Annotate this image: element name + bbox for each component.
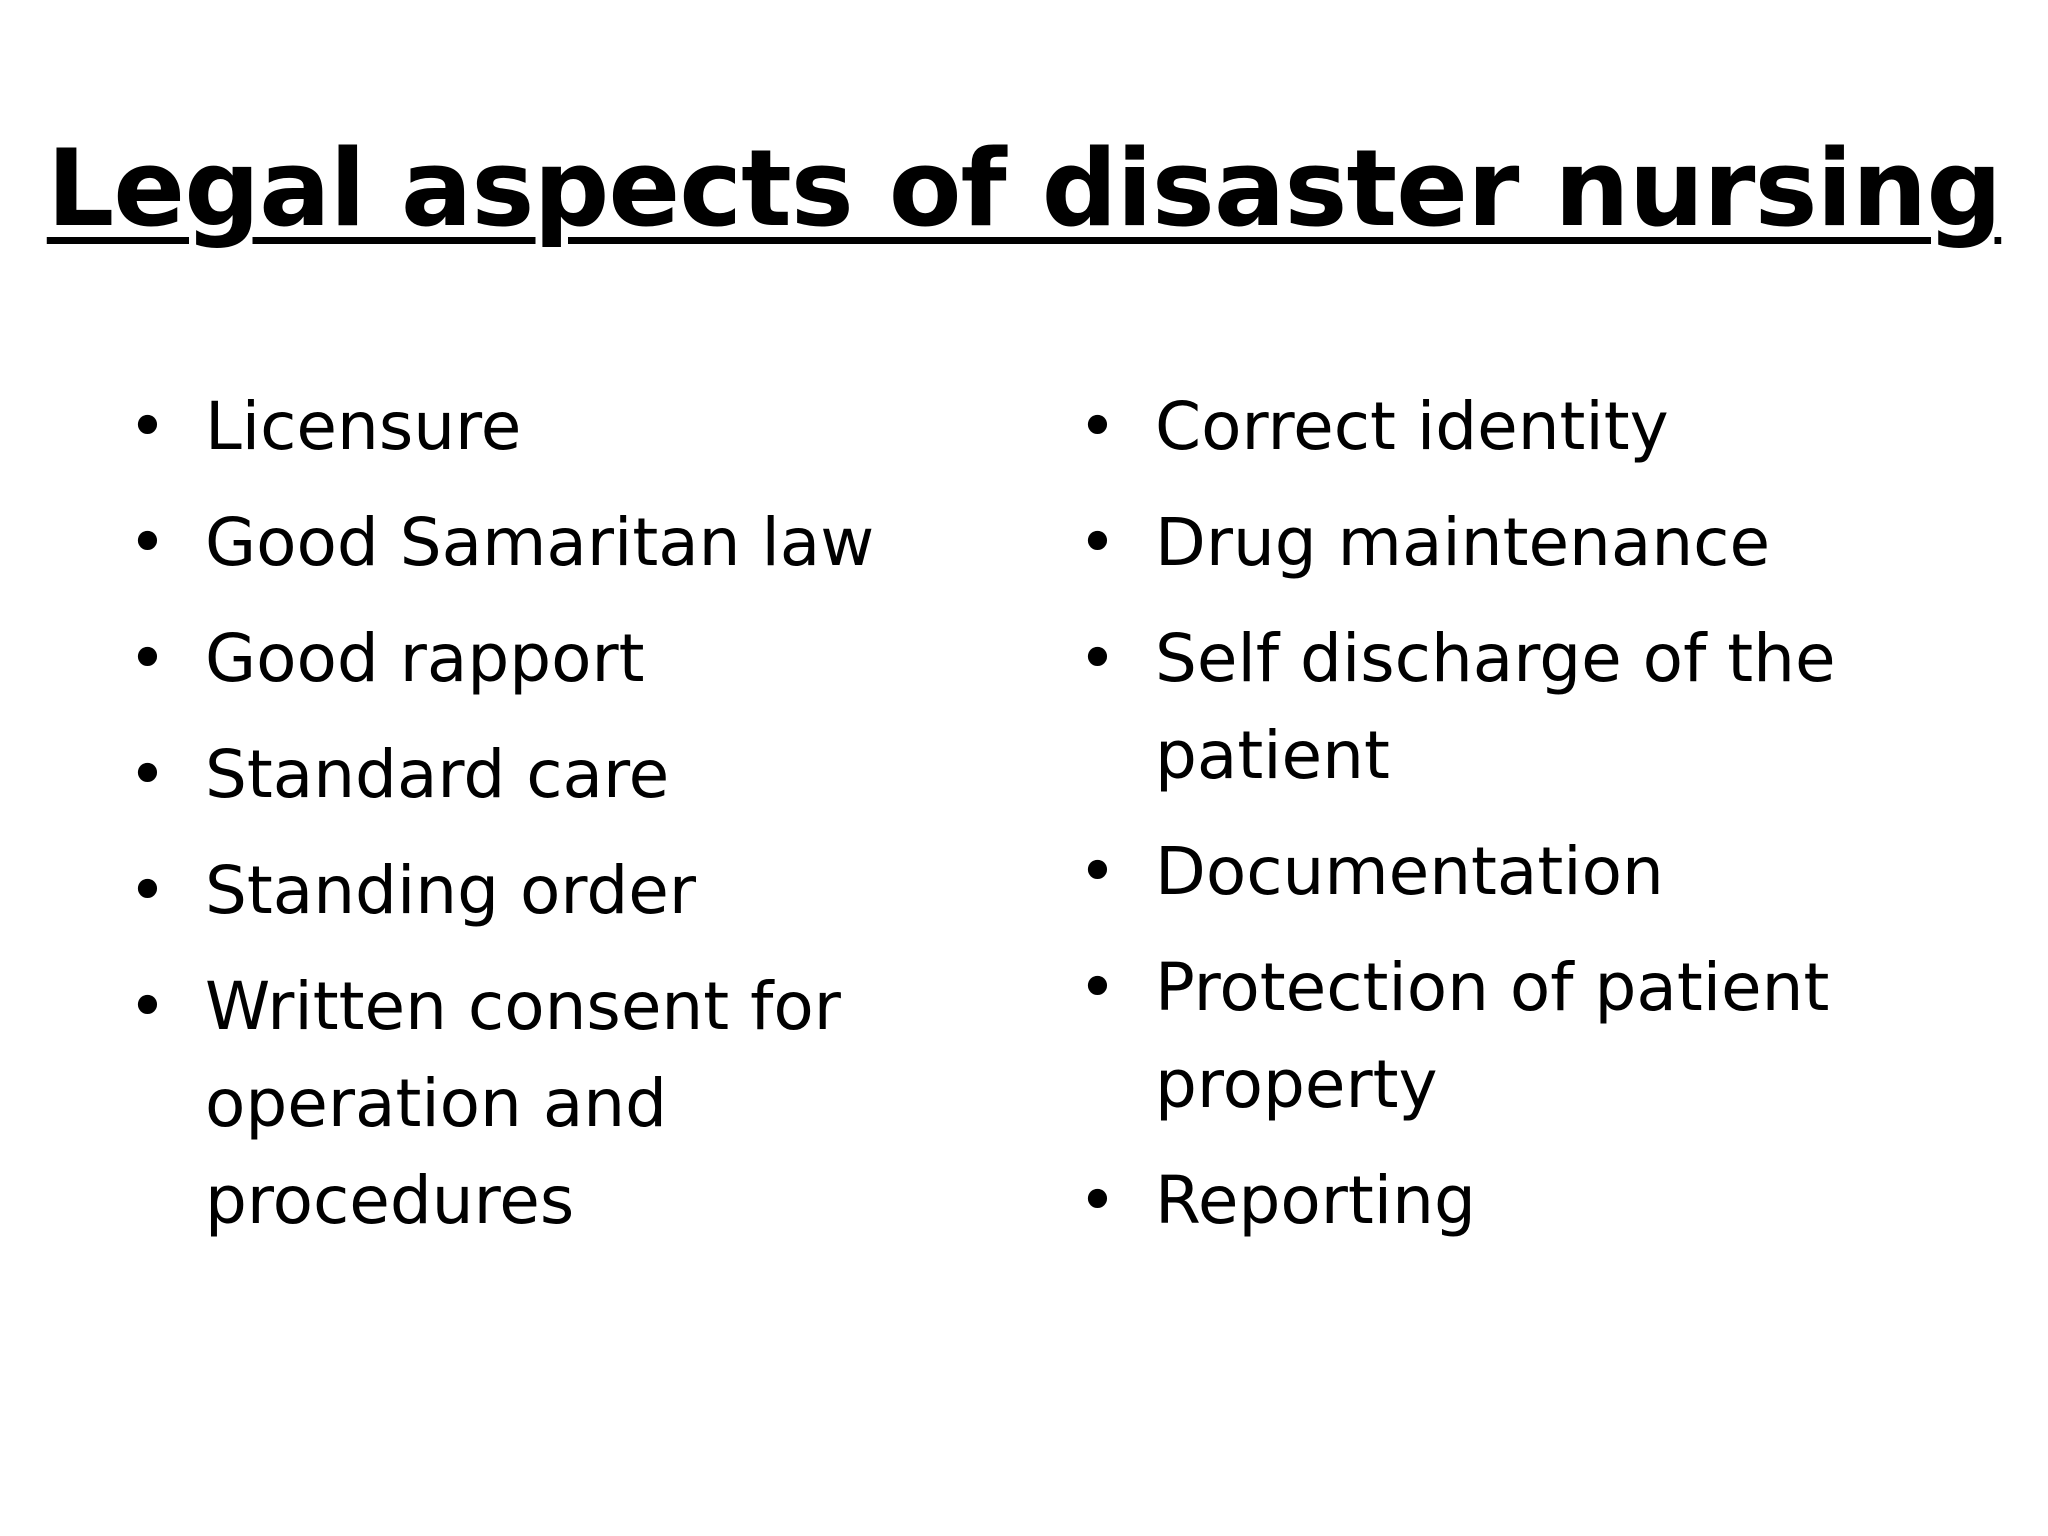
bullet-icon: • (1078, 1162, 1117, 1239)
list-item-text: Drug maintenance (1155, 504, 1771, 581)
list-item-text: Protection of patient property (1155, 949, 1830, 1123)
bullet-icon: • (128, 620, 167, 697)
list-item (1078, 494, 1938, 591)
list-item-text: Good Samaritan law (205, 504, 875, 581)
slide-title: Legal aspects of disaster nursing (46, 127, 2002, 250)
list-item (1078, 939, 1938, 1133)
list-item-text: Correct identity (1155, 388, 1669, 465)
right-bullet-list (1078, 378, 1938, 1268)
bullet-icon: • (1078, 949, 1117, 1026)
list-item (128, 494, 948, 591)
bullet-icon: • (128, 736, 167, 813)
list-item (1078, 378, 1938, 475)
list-item-text: Written consent for operation and procedures (205, 968, 841, 1239)
bullet-icon: • (1078, 620, 1117, 697)
bullet-icon: • (1078, 388, 1117, 465)
list-item (1078, 823, 1938, 920)
list-item (128, 726, 948, 823)
left-bullet-list (128, 378, 948, 1268)
list-item (128, 610, 948, 707)
bullet-icon: • (128, 388, 167, 465)
list-item-text: Good rapport (205, 620, 645, 697)
list-item-text: Self discharge of the patient (1155, 620, 1836, 794)
bullet-icon: • (128, 968, 167, 1045)
bullet-icon: • (1078, 833, 1117, 910)
list-item-text: Documentation (1155, 833, 1664, 910)
list-item (128, 958, 948, 1249)
list-item (1078, 610, 1938, 804)
list-item-text: Reporting (1155, 1162, 1476, 1239)
list-item-text: Licensure (205, 388, 522, 465)
list-item (128, 842, 948, 939)
list-item (1078, 1152, 1938, 1249)
list-item (128, 378, 948, 475)
bullet-icon: • (1078, 504, 1117, 581)
bullet-icon: • (128, 852, 167, 929)
list-item-text: Standing order (205, 852, 696, 929)
list-item-text: Standard care (205, 736, 670, 813)
bullet-icon: • (128, 504, 167, 581)
